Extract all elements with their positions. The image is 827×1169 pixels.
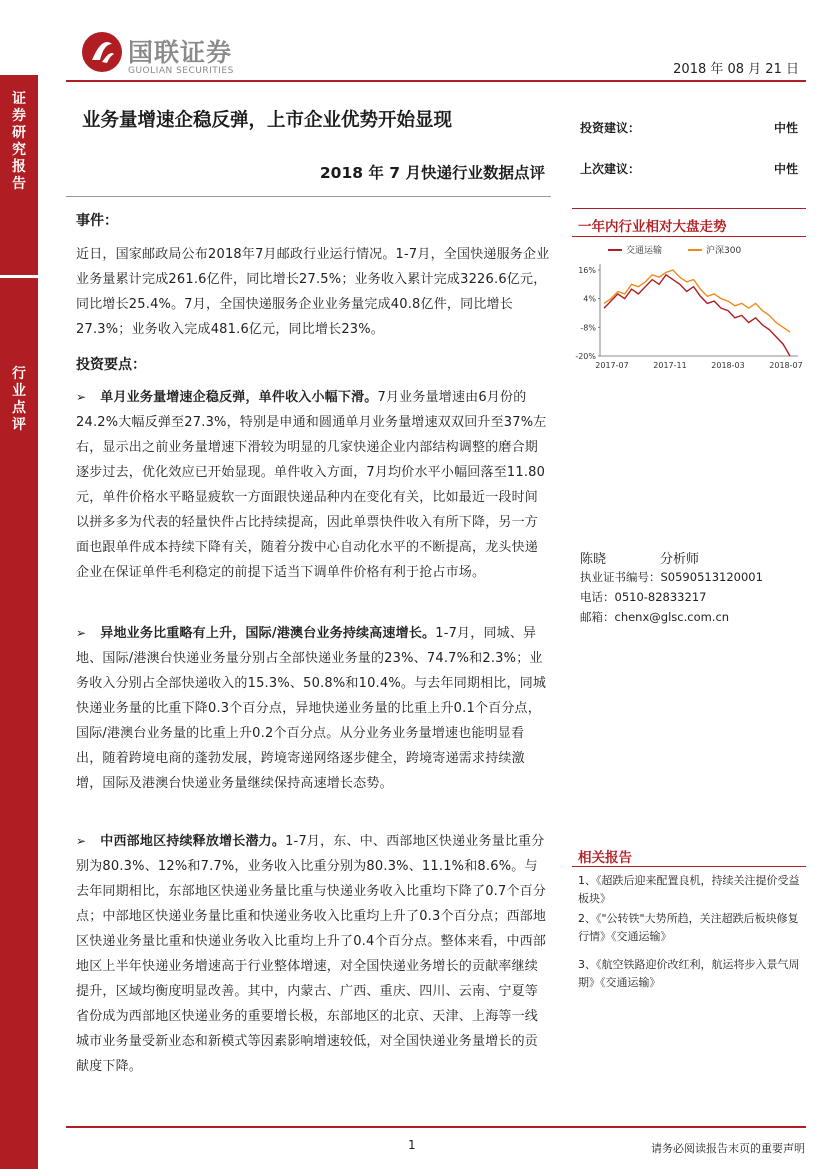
logo-text-cn: 国联证券 xyxy=(128,38,233,67)
legend-label: 沪深300 xyxy=(706,246,742,256)
header-divider xyxy=(66,80,806,82)
legend-label: 交通运输 xyxy=(626,246,663,256)
analyst-email xyxy=(580,609,729,625)
logo-icon xyxy=(80,30,124,74)
report-subtitle: 2018 年 7 月快递行业数据点评 xyxy=(319,164,545,182)
point-item-2 xyxy=(76,621,550,796)
cert-number: S0590513120001 xyxy=(660,570,763,584)
event-heading: 事件： xyxy=(76,213,118,229)
email-label: 邮箱： xyxy=(580,610,615,624)
related-item[interactable]: 2、《"公转铁"大势所趋，关注超跌后板块修复行情》《交通运输》 xyxy=(578,912,799,943)
analyst-cert xyxy=(580,569,763,585)
y-tick-label: -20% xyxy=(575,352,596,361)
page-number: 1 xyxy=(408,1138,416,1152)
rating-previous-value: 中性 xyxy=(774,162,799,176)
disclaimer-note: 请务必阅读报告末页的重要声明 xyxy=(651,1142,805,1155)
related-divider xyxy=(572,866,806,867)
related-heading: 相关报告 xyxy=(578,850,632,866)
phone-label: 电话： xyxy=(580,590,615,604)
analyst-phone xyxy=(580,589,706,605)
report-title: 业务量增速企稳反弹，上市企业优势开始显现 xyxy=(82,110,453,131)
points-heading: 投资要点： xyxy=(76,357,146,373)
x-tick-label: 2018-07 xyxy=(769,361,803,370)
y-tick-label: 16% xyxy=(578,266,596,275)
related-item[interactable]: 1、《超跌后迎来配置良机，持续关注提价受益板块》 xyxy=(578,874,800,905)
bullet-icon: ➢ xyxy=(76,626,87,640)
point-3-text: 1-7月，东、中、西部地区快递业务量比重分别为80.3%、12%和7.7%，业务收入比重分别为80.3%、11.1%和8.6%。与去年同期相比，东部地区快递业务量比重与快递业务收入比重均下降了0.7个百分点；中部地区快递业务量比重和快递业务收入比重均上升了0.3个百分点；西部地区快递业务量比重和快递业务收入比重均上升了0.4个百分点。整体来看，中西部地区上半年快递业务增速高于行业整体增速，对全国快递业务增长的贡献率继续提升，区域均衡度明显改善。其中，内蒙古、广西、重庆、四川、云南、宁夏等省份成为西部地区快递业务的重要增长极，东部地区的北京、天津、上海等一线城市业务量受新业态和新模式等因素影响增速较低，对全国快递业务量增长的贡献度下降。 xyxy=(76,834,547,1074)
rating-current-label: 投资建议： xyxy=(580,121,641,135)
cert-label: 执业证书编号： xyxy=(580,570,661,584)
point-item-3 xyxy=(76,829,550,1079)
title-divider xyxy=(66,196,551,197)
chart-title-divider xyxy=(572,236,806,237)
point-item-1 xyxy=(76,385,550,585)
y-tick-label: 4% xyxy=(583,294,596,304)
x-tick-label: 2017-11 xyxy=(653,361,687,370)
phone-number: 0510-82833217 xyxy=(614,590,707,604)
sidebar-top-band xyxy=(0,75,38,275)
series-line xyxy=(604,270,790,332)
x-tick-label: 2018-03 xyxy=(711,361,745,370)
email-link[interactable]: chenx@glsc.com.cn xyxy=(614,610,730,624)
sidebar-top-label: 证券研究报告 xyxy=(12,91,26,192)
rating-previous-label: 上次建议： xyxy=(580,162,641,176)
footer-divider xyxy=(66,1126,806,1128)
rating-divider xyxy=(572,208,806,209)
related-item[interactable]: 3、《航空铁路迎价改红利，航运将步入景气周期》《交通运输》 xyxy=(578,958,800,989)
x-tick-label: 2017-07 xyxy=(595,361,629,370)
logo-text-en: GUOLIAN SECURITIES xyxy=(128,66,234,76)
point-1-text: 7月业务量增速由6月份的24.2%大幅反弹至27.3%，特别是申通和圆通单月业务量增速双双回升至37%左右，显示出之前业务量增速下滑较为明显的几家快递企业内部结构调整的磨合期逐步过去，优化效应已开始显现。单件收入方面，7月均价水平小幅回落至11.80元，单件价格水平略显疲软一方面跟快递品种内在变化有关，比如最近一段时间以拼多多为代表的轻量快件占比持续提高，因此单票快件收入有所下降，另一方面也跟单件成本持续下降有关，随着分拨中心自动化水平的不断提高，龙头快递企业在保证单件毛利稳定的前提下适当下调单件价格有利于抢占市场。 xyxy=(76,390,547,580)
point-3-lead: 中西部地区持续释放增长潜力。 xyxy=(100,834,286,849)
rating-current-value: 中性 xyxy=(774,121,799,135)
report-date: 2018 年 08 月 21 日 xyxy=(673,62,799,77)
series-line xyxy=(604,275,790,356)
point-1-lead: 单月业务量增速企稳反弹，单件收入小幅下滑。 xyxy=(100,390,378,405)
sidebar-bottom-band xyxy=(0,278,38,1169)
bullet-icon: ➢ xyxy=(76,834,87,848)
trend-chart xyxy=(572,240,806,380)
sidebar-bottom-label: 行业点评 xyxy=(12,366,26,433)
bullet-icon: ➢ xyxy=(76,390,87,404)
chart-title: 一年内行业相对大盘走势 xyxy=(578,219,727,235)
event-text: 近日，国家邮政局公布2018年7月邮政行业运行情况。1-7月，全国快递服务企业业务量累计完成261.6亿件，同比增长27.5%；业务收入累计完成3226.6亿元，同比增长25.4%。7月，全国快递服务企业业务量完成40.8亿件，同比增长27.3%；业务收入完成481.6亿元，同比增长23%。 xyxy=(76,247,550,337)
analyst-role: 分析师 xyxy=(660,552,700,567)
point-2-lead: 异地业务比重略有上升，国际/港澳台业务持续高速增长。 xyxy=(100,626,436,641)
point-2-text: 1-7月，同城、异地、国际/港澳台快递业务量分别占全部快递业务量的23%、74.7%和2.3%；业务收入分别占全部快递收入的15.3%、50.8%和10.4%。与去年同期相比，同城快递业务量的比重下降0.3个百分点，异地快递业务量的比重上升0.1个百分点，国际/港澳台业务量的比重上升0.2个百分点。从分业务业务量增速也能明显看出，随着跨境电商的蓬勃发展，跨境寄递网络逐步健全，跨境寄递需求持续激增，国际及港澳台快递业务量继续保持高速增长态势。 xyxy=(76,626,547,791)
analyst-name: 陈晓 xyxy=(580,552,607,567)
y-tick-label: -8% xyxy=(580,323,596,333)
